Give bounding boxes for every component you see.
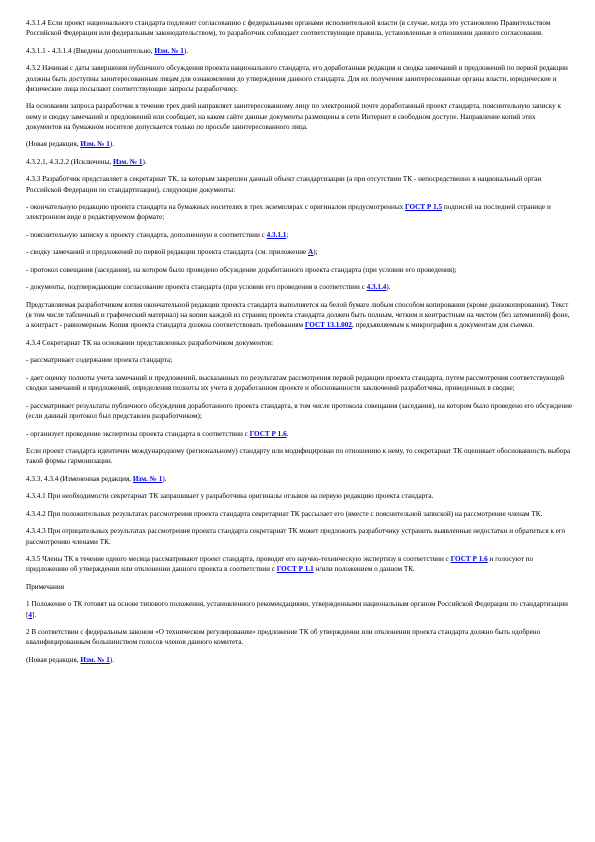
paragraph-text: ; — [286, 230, 289, 239]
paragraph-text: Если проект стандарта идентичен международному (региональному) стандарту или модифицирован по отношению к нему, то секретариат ТК оценивает обоснованность выбора такой формы гармонизации. — [26, 446, 571, 466]
paragraph-text: ]. — [32, 610, 37, 619]
reference-link[interactable]: ГОСТ Р 1.5 — [405, 203, 443, 212]
paragraph — [26, 46, 573, 56]
paragraph-text: - дает оценку полноты учета замечаний и предложений, высказанных по результатам рассмотрения первой редакции проекта стандарта, путем рассмотрения соответствующей сводки замечаний и предложений, определения полноты их учета в доработанном проекте и обоснованности заключений разработчика, приведенных в сводке; — [26, 373, 565, 393]
paragraph-text: . — [286, 429, 289, 438]
paragraph-text: и/или положением о данном ТК. — [313, 565, 415, 574]
paragraph-text: - документы, подтверждающие согласование проекта стандарта (при условии его проведения в соответствии с — [26, 283, 367, 292]
paragraph — [26, 247, 573, 257]
paragraph — [26, 202, 573, 223]
paragraph — [26, 265, 573, 275]
paragraph-text: (Новая редакция, — [26, 140, 81, 149]
paragraph-text: ). — [109, 140, 115, 149]
paragraph — [26, 655, 573, 665]
paragraph — [26, 282, 573, 292]
paragraph-text: - протокол совещания (заседания), на котором было проведено обсуждение доработанного проекта стандарта (при условии его проведения); — [26, 265, 457, 274]
paragraph-text: - рассматривает содержание проекта стандарта; — [26, 356, 173, 365]
reference-link[interactable]: ГОСТ Р 1.6 — [249, 429, 287, 438]
paragraph-text: - окончательную редакцию проекта стандарта на бумажных носителях в трех экземплярах с оригиналом предусмотренных — [26, 203, 406, 212]
paragraph — [26, 139, 573, 149]
paragraph-text: 4.3.2.1, 4.3.2.2 (Исключены, — [26, 157, 113, 166]
reference-link[interactable]: Изм. № 1 — [112, 157, 143, 166]
paragraph-text: - сводку замечаний и предложений по первой редакции проекта стандарта (см. приложение — [26, 248, 309, 257]
paragraph-text: ). — [109, 655, 115, 664]
reference-link[interactable]: А — [308, 248, 314, 257]
paragraph-text: ). — [386, 283, 391, 292]
reference-link[interactable]: ГОСТ Р 1.1 — [276, 565, 314, 574]
reference-link[interactable]: Изм. № 1 — [80, 140, 110, 149]
paragraph — [26, 355, 573, 365]
paragraph-text: 4.3.4 Секретариат ТК на основании представленных разработчиком документов: — [26, 338, 274, 347]
paragraph-text: 4.3.5 Члены ТК в течение одного месяца рассматривают проект стандарта, проводят его научно-техническую экспертизу в соответствии с — [26, 555, 451, 563]
paragraph — [26, 554, 573, 575]
paragraph-text: подписей на последней странице и электронном виде в редактируемом формате; — [26, 203, 551, 222]
paragraph-text: Примечания — [26, 582, 64, 591]
paragraph — [26, 63, 573, 94]
reference-link[interactable]: Изм. № 1 — [154, 46, 184, 55]
paragraph-text: На основании запроса разработчик в течение трех дней направляет заинтересованному лицу по электронной почте доработанный проект стандарта, пояснительную записку к нему и сводку замечаний и предложений или сообщает, на каком сайте данные документы размещены в сети Интернет в свободном доступе. Направление копий этих документов на бумажном носителе допускается только по просьбе заинтересованного лица. — [26, 102, 562, 131]
paragraph-text: 4.3.1.4 Если проект национального стандарта подлежит согласованию с федеральными органами исполнительной власти (в случае, когда это установлено Правительством Российской Федерации или федеральным законодательством), то разработчик соблюдает соответствующие правила, установленные в отношении данного согласования. — [26, 19, 551, 38]
reference-link[interactable]: 4.3.1.4 — [366, 283, 387, 292]
paragraph — [26, 300, 573, 331]
paragraph — [26, 627, 573, 648]
paragraph-text: (Новая редакция, — [26, 655, 81, 664]
paragraph-text: - пояснительную записку к проекту стандарта, дополненную в соответствии с — [26, 230, 267, 239]
paragraph — [26, 429, 573, 439]
paragraph-text: 4.3.2 Начиная с даты завершения публичного обсуждения проекта национального стандарта, его доработанная редакция и сводка замечаний и предложений по первой редакции должны быть доступны заинтересованным лицам для ознакомления до утверждения данного стандарта. Для их получения заинтересованные органы власти, юридические и физические лица посылают соответствующие запросы разработчику. — [26, 64, 568, 93]
paragraph — [26, 491, 573, 501]
reference-link[interactable]: 4 — [28, 610, 32, 619]
paragraph-text: - рассматривает результаты публичного обсуждения доработанного проекта стандарта, в том числе протокола совещания (заседания), на котором было проведено его обсуждение (если данный протокол был представлен разработчиком); — [26, 401, 573, 421]
paragraph — [26, 446, 573, 467]
paragraph — [26, 526, 573, 547]
paragraph-text: 1 Положение о ТК готовят на основе типового положения, установленного рекомендациями, утвержденными национальным органом Российской Федерации по стандартизации [ — [26, 600, 568, 619]
paragraph-text: ). — [142, 157, 147, 166]
paragraph — [26, 401, 573, 422]
paragraph-text: - организует проведение экспертизы проекта стандарта в соответствии с — [26, 429, 250, 438]
paragraph-text: 4.3.1.1 - 4.3.1.4 (Введены дополнительно, — [26, 46, 155, 55]
paragraph — [26, 509, 573, 519]
paragraph-text: ). — [183, 46, 189, 55]
paragraph — [26, 18, 573, 39]
reference-link[interactable]: ГОСТ 13.1.002 — [304, 321, 352, 330]
paragraph-text: 4.3.4.3 При отрицательных результатах рассмотрения проекта стандарта секретариат ТК может предложить разработчику устранить выявленные недостатки и обратиться к его рассмотрению членами ТК. — [26, 527, 566, 546]
reference-link[interactable]: Изм. № 1 — [80, 655, 110, 664]
reference-link[interactable]: 4.3.1.1 — [266, 230, 287, 239]
reference-link[interactable]: Изм. № 1 — [132, 474, 163, 483]
paragraph — [26, 474, 573, 484]
paragraph — [26, 230, 573, 240]
paragraph-text: 4.3.4.1 При необходимости секретариат ТК запрашивает у разработчика оригиналы отзывов на первую редакцию проекта стандарта. — [26, 492, 434, 501]
paragraph — [26, 174, 573, 195]
paragraph-text: ). — [162, 474, 167, 483]
paragraph — [26, 373, 573, 394]
paragraph — [26, 338, 573, 348]
paragraph — [26, 157, 573, 167]
paragraph-text: Представляемая разработчиком копия окончательной редакции проекта стандарта выполняется на белой бумаге любым способом копирования (кроме диазокопирования). Текст (в том числе табличный и графический материал) на копии каждой из страниц проекта стандарта должен быть полным, четким и контрастным на чистом (без затемнений) фоне, а контраст - равномерным. Копия проекта стандарта должна соответствовать требованиям — [26, 300, 570, 330]
paragraph — [26, 582, 573, 592]
paragraph-text: и голосуют по предложению об утверждении или отклонении данного проекта в соответствии с — [26, 555, 534, 574]
paragraph — [26, 101, 573, 132]
paragraph-text: , предъявляемым к микрографии к документам для съемки. — [351, 321, 534, 330]
paragraph-text: 4.3.3, 4.3.4 (Измененная редакция, — [26, 474, 133, 483]
paragraph-text: 2 В соответствии с федеральным законом «О техническом регулировании» предложение ТК об утверждении или отклонении проекта стандарта должно быть одобрено квалифицированным большинством голосов членов данного комитета. — [26, 628, 541, 647]
paragraph — [26, 599, 573, 620]
paragraph-text: 4.3.4.2 При положительных результатах рассмотрения проекта стандарта секретариат ТК рассылает его (вместе с пояснительной запиской) на рассмотрение членам ТК. — [26, 509, 543, 518]
paragraph-text: ); — [313, 248, 318, 257]
paragraph-text: 4.3.3 Разработчик представляет в секретариат ТК, за которым закреплен данный объект стандартизации (а при отсутствии ТК - непосредственно в национальный орган Российской Федерации по стандартизации), следующие документы: — [26, 175, 542, 194]
reference-link[interactable]: ГОСТ Р 1.6 — [450, 555, 488, 563]
